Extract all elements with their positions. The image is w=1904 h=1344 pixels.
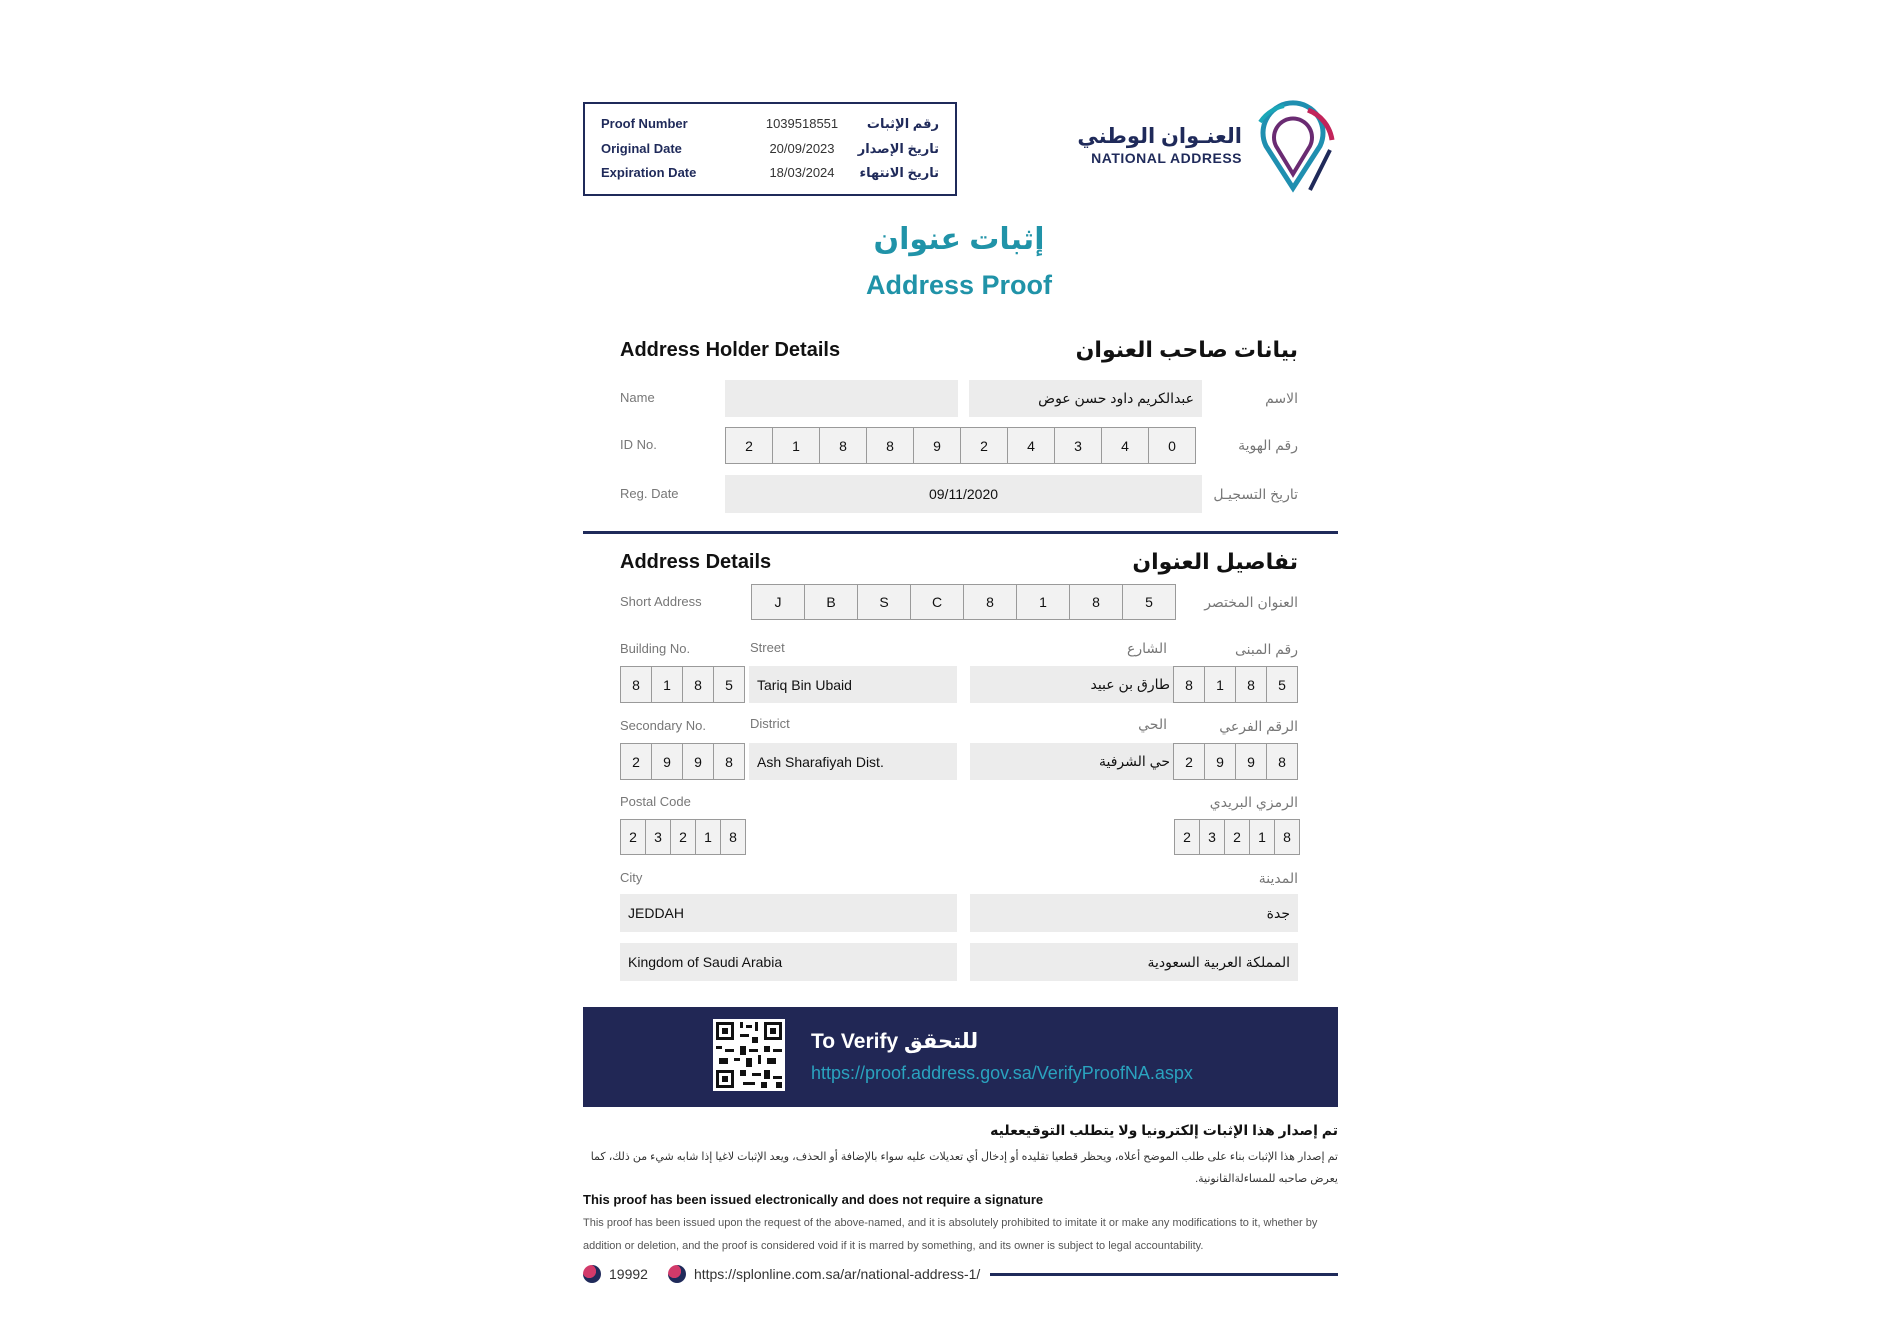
address-heading: Address Details [620,551,772,573]
secondary-digit: 9 [1204,743,1236,780]
country-field-ar: المملكة العربية السعودية [970,943,1298,981]
city-label-arabic: المدينة [1258,870,1298,886]
city-field-en: JEDDAH [620,894,957,932]
district-field-ar: حي الشرفية [970,743,1178,780]
postal-digit: 2 [1174,819,1200,855]
street-field-en: Tariq Bin Ubaid [749,666,957,703]
id-number-cells [725,427,1196,464]
secondary-number-cells-en [620,743,745,780]
secondary-label-arabic: الرقم الفرعي [1219,718,1298,734]
proof-info-box [583,102,957,196]
original-date-row [601,141,939,165]
short-address-char: B [804,584,858,620]
street-label-arabic: الشارع [1126,640,1167,656]
secondary-label: Secondary No. [620,718,706,733]
building-digit: 8 [1173,666,1205,703]
building-digit: 1 [651,666,683,703]
proof-number-value: 1039518551 [765,116,839,131]
verify-link[interactable]: https://proof.address.gov.sa/VerifyProofNA.aspx [811,1063,1193,1083]
id-digit: 8 [819,427,867,464]
logo-text-arabic: العنـوان الوطني [1077,125,1242,148]
secondary-digit: 8 [713,743,745,780]
id-digit: 2 [725,427,773,464]
globe-icon [668,1265,686,1283]
postal-digit: 1 [695,819,721,855]
electronic-notice-body: This proof has been issued upon the request of the above-named, and it is absolutely prohibited to imitate it or make any modifications to it, whether by addition or deletion, and the proof is considered void if it is marred by something, and its owner is subject to legal accountability. [583,1217,1318,1252]
qr-code-icon[interactable] [713,1019,785,1091]
name-label-arabic: الاسم [1265,390,1298,406]
secondary-digit: 9 [651,743,683,780]
verify-title: To Verify للتحقق [811,1030,979,1053]
secondary-digit: 2 [1173,743,1205,780]
street-field-ar: طارق بن عبيد [970,666,1178,703]
secondary-digit: 9 [682,743,714,780]
proof-number-row [601,116,939,140]
short-address-label-arabic: العنوان المختصر [1204,594,1298,610]
footer-line [990,1273,1338,1276]
building-digit: 5 [1266,666,1298,703]
district-field-en: Ash Sharafiyah Dist. [749,743,957,780]
building-digit: 8 [620,666,652,703]
postal-digit: 1 [1249,819,1275,855]
postal-digit: 3 [645,819,671,855]
expiration-date-row [601,165,939,189]
building-digit: 5 [713,666,745,703]
postal-digit: 8 [1274,819,1300,855]
short-address-char: 1 [1016,584,1070,620]
postal-code-cells-en [620,819,746,855]
postal-digit: 2 [1224,819,1250,855]
short-address-char: 8 [1069,584,1123,620]
address-proof-document [580,100,1338,1316]
website-link[interactable]: https://splonline.com.sa/ar/national-address-1/ [693,1266,981,1282]
id-digit: 4 [1007,427,1055,464]
short-address-char: S [857,584,911,620]
id-digit: 2 [960,427,1008,464]
id-digit: 3 [1054,427,1102,464]
secondary-number-cells-ar [1173,743,1298,780]
id-digit: 0 [1148,427,1196,464]
proof-number-label-ar: رقم الإثبات [866,116,939,131]
phone-number[interactable]: 19992 [609,1266,648,1282]
expiration-date-label: Expiration Date [601,165,697,180]
country-field-en: Kingdom of Saudi Arabia [620,943,957,981]
id-label: ID No. [620,437,657,452]
building-digit: 1 [1204,666,1236,703]
location-pin-logo-icon [1248,100,1338,196]
short-address-cells [751,584,1176,620]
short-address-label: Short Address [620,594,702,609]
building-label-arabic: رقم المبنى [1234,641,1298,657]
electronic-notice-heading: This proof has been issued electronically and does not require a signature [583,1192,1044,1207]
id-digit: 8 [866,427,914,464]
electronic-notice-body-arabic: تم إصدار هذا الإثبات بناء على طلب الموضح أعلاه، ويحظر قطعيا تقليده أو إدخال أي تعديلات عليه سواء بالإضافة أو الحذف، ويعد الإثبات لاغيا إذا شابه شيء من ذلك، كما يعرض صاحبه للمساءلةالقانونية. [590,1151,1338,1185]
building-label: Building No. [620,641,691,656]
address-heading-arabic: تفاصيل العنوان [1132,549,1298,574]
building-number-cells-en [620,666,745,703]
holder-heading: Address Holder Details [620,339,841,361]
document-title-arabic: إثبات عنوان [873,223,1045,256]
original-date-value: 20/09/2023 [769,141,835,156]
short-address-char: 5 [1122,584,1176,620]
postal-code-label: Postal Code [620,794,691,809]
electronic-notice-heading-arabic: تم إصدار هذا الإثبات إلكترونيا ولا يتطلب التوقيععليه [990,1122,1338,1138]
id-digit: 9 [913,427,961,464]
short-address-char: J [751,584,805,620]
secondary-digit: 8 [1266,743,1298,780]
building-digit: 8 [682,666,714,703]
street-label: Street [750,640,785,655]
reg-date-label-arabic: تاريخ التسجيـل [1213,486,1298,502]
building-number-cells-ar [1173,666,1298,703]
reg-date-field: 09/11/2020 [725,475,1202,513]
name-field-en [725,380,958,417]
logo-text-english: NATIONAL ADDRESS [1091,150,1242,166]
verify-banner [583,1007,1338,1107]
original-date-label: Original Date [601,141,682,156]
secondary-digit: 9 [1235,743,1267,780]
postal-digit: 2 [620,819,646,855]
phone-icon [583,1265,601,1283]
city-field-ar: جدة [970,894,1298,932]
postal-code-cells-ar [1174,819,1300,855]
postal-digit: 3 [1199,819,1225,855]
document-title: Address Proof [865,270,1053,300]
expiration-date-label-ar: تاريخ الانتهاء [859,165,939,180]
secondary-digit: 2 [620,743,652,780]
proof-number-label: Proof Number [601,116,688,131]
short-address-char: C [910,584,964,620]
id-label-arabic: رقم الهوية [1238,437,1298,453]
name-field-ar: عبدالكريم داود حسن عوض [969,380,1202,417]
reg-date-label: Reg. Date [620,486,679,501]
expiration-date-value: 18/03/2024 [769,165,835,180]
section-divider [583,531,1338,534]
city-label: City [620,870,643,885]
short-address-char: 8 [963,584,1017,620]
id-digit: 1 [772,427,820,464]
postal-digit: 2 [670,819,696,855]
district-label: District [750,716,790,731]
postal-code-label-arabic: الرمزي البريدي [1209,794,1298,810]
id-digit: 4 [1101,427,1149,464]
holder-heading-arabic: بيانات صاحب العنوان [1075,337,1298,362]
postal-digit: 8 [720,819,746,855]
footer [583,1262,1338,1286]
original-date-label-ar: تاريخ الإصدار [857,141,939,156]
building-digit: 8 [1235,666,1267,703]
name-label: Name [620,390,655,405]
district-label-arabic: الحي [1138,716,1167,732]
